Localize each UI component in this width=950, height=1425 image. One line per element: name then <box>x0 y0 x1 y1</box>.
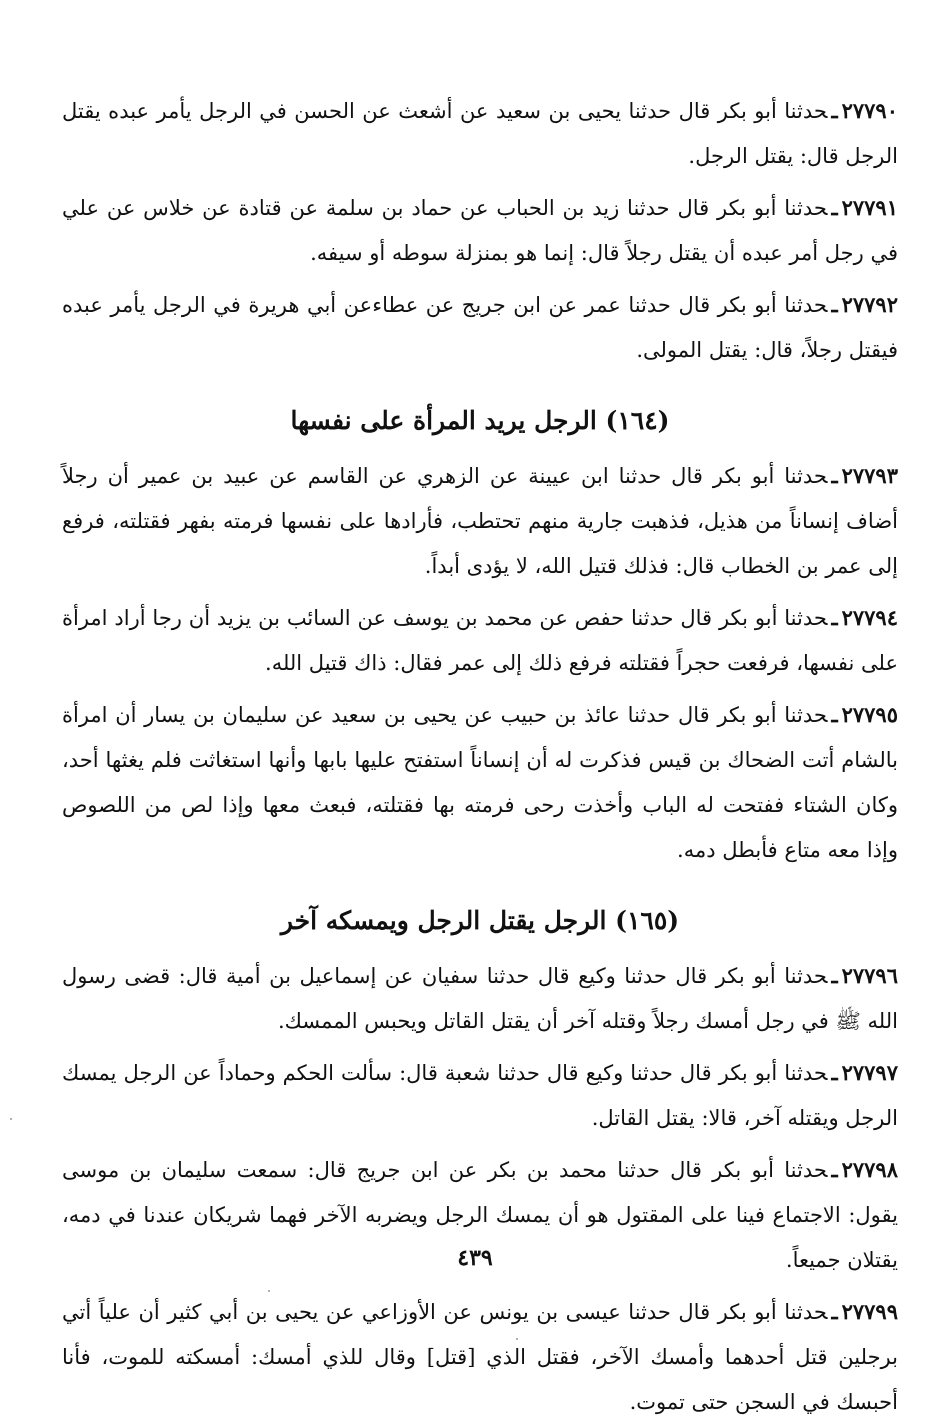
hadith-text: حدثنا أبو بكر قال حدثنا ابن عيينة عن الزهري عن القاسم عن عبيد بن عمير أن رجلاً أضاف إنساناً من هذيل، فذهبت جارية منهم تحتطب، فأرادها على نفسها فرمته بفهر فقتلته، فرفع إلى عمر بن الخطاب قال: فذلك قتيل الله، لا يؤدى أبداً. <box>62 464 898 578</box>
hadith-entry <box>62 282 898 373</box>
scan-speck <box>10 1118 12 1120</box>
page-body <box>62 88 898 1414</box>
chapter-heading: (١٦٥) الرجل يقتل الرجل ويمسكه آخر <box>280 906 680 935</box>
dash: ـ <box>831 1060 838 1085</box>
hadith-text: حدثنا أبو بكر قال حدثنا عائذ بن حبيب عن يحيى بن سعيد عن سليمان بن يسار أن امرأة بالشام أتت الضحاك بن قيس فذكرت له أن إنساناً استفتح عليها بابها وأنها استغاثت فلم يغثها أحد، وكان الشتاء ففتحت له الباب وأخذت رحى فرمته بها فقتلته، فبعث معها وإذا لص من اللصوص وإذا معه متاع فأبطل دمه. <box>62 703 898 862</box>
hadith-text: حدثنا أبو بكر قال حدثنا حفص عن محمد بن يوسف عن السائب بن يزيد أن رجا أراد امرأة على نفسها، فرفعت حجراً فقتلته فرفع ذلك إلى عمر فقال: ذاك قتيل الله. <box>62 606 898 675</box>
hadith-text: حدثنا أبو بكر قال حدثنا وكيع قال حدثنا سفيان عن إسماعيل بن أمية قال: قضى رسول الله ﷺ في رجل أمسك رجلاً وقتله آخر أن يقتل القاتل ويحبس الممسك. <box>62 964 898 1033</box>
hadith-number: ٢٧٧٩٠ <box>841 98 898 123</box>
dash: ـ <box>831 195 838 220</box>
hadith-entry <box>62 453 898 589</box>
hadith-entry <box>62 1050 898 1141</box>
hadith-entry <box>62 88 898 179</box>
dash: ـ <box>831 963 838 988</box>
hadith-number: ٢٧٧٩١ <box>841 195 898 220</box>
chapter-heading: (١٦٤) الرجل يريد المرأة على نفسها <box>290 406 670 435</box>
dash: ـ <box>831 292 838 317</box>
hadith-number: ٢٧٧٩٤ <box>841 605 898 630</box>
hadith-entry <box>62 692 898 873</box>
hadith-entry <box>62 595 898 686</box>
scan-speck <box>516 1338 518 1340</box>
hadith-text: حدثنا أبو بكر قال حدثنا عيسى بن يونس عن الأوزاعي عن يحيى بن أبي كثير أن علياً أتي برجلين قتل أحدهما وأمسك الآخر، فقتل الذي [قتل] وقال للذي أمسك: أمسكته للموت، فأنا أحبسك في السجن حتى تموت. <box>62 1300 898 1414</box>
dash: ـ <box>831 1299 838 1324</box>
dash: ـ <box>831 702 838 727</box>
hadith-number: ٢٧٧٩٦ <box>841 963 898 988</box>
hadith-text: حدثنا أبو بكر قال حدثنا عمر عن ابن جريج عن عطاءعن أبي هريرة في الرجل يأمر عبده فيقتل رجلاً، قال: يقتل المولى. <box>62 293 898 362</box>
hadith-number: ٢٧٧٩٨ <box>841 1157 898 1182</box>
hadith-entry <box>62 1289 898 1425</box>
hadith-entry <box>62 953 898 1044</box>
hadith-number: ٢٧٧٩٩ <box>841 1299 898 1324</box>
page-number: ٤٣٩ <box>457 1245 493 1271</box>
hadith-text: حدثنا أبو بكر قال حدثنا زيد بن الحباب عن حماد بن سلمة عن قتادة عن خلاس عن علي في رجل أمر عبده أن يقتل رجلاً قال: إنما هو بمنزلة سوطه أو سيفه. <box>62 196 898 265</box>
dash: ـ <box>831 1157 838 1182</box>
dash: ـ <box>831 463 838 488</box>
hadith-number: ٢٧٧٩٧ <box>841 1060 898 1085</box>
hadith-text: حدثنا أبو بكر قال حدثنا وكيع قال حدثنا شعبة قال: سألت الحكم وحماداً عن الرجل يمسك الرجل ويقتله آخر، قالا: يقتل القاتل. <box>62 1061 898 1130</box>
dash: ـ <box>831 98 838 123</box>
hadith-number: ٢٧٧٩٣ <box>841 463 898 488</box>
hadith-text: حدثنا أبو بكر قال حدثنا يحيى بن سعيد عن أشعث عن الحسن في الرجل يأمر عبده يقتل الرجل قال: يقتل الرجل. <box>62 99 898 168</box>
hadith-number: ٢٧٧٩٥ <box>841 702 898 727</box>
hadith-text: حدثنا أبو بكر قال حدثنا محمد بن بكر عن ابن جريج قال: سمعت سليمان بن موسى يقول: الاجتماع فينا على المقتول هو أن يمسك الرجل ويضربه الآخر فهما شريكان عندنا في دمه، يقتلان جميعاً. <box>62 1158 898 1272</box>
hadith-entry <box>62 185 898 276</box>
hadith-number: ٢٧٧٩٢ <box>841 292 898 317</box>
scan-speck <box>268 1290 270 1292</box>
dash: ـ <box>831 605 838 630</box>
